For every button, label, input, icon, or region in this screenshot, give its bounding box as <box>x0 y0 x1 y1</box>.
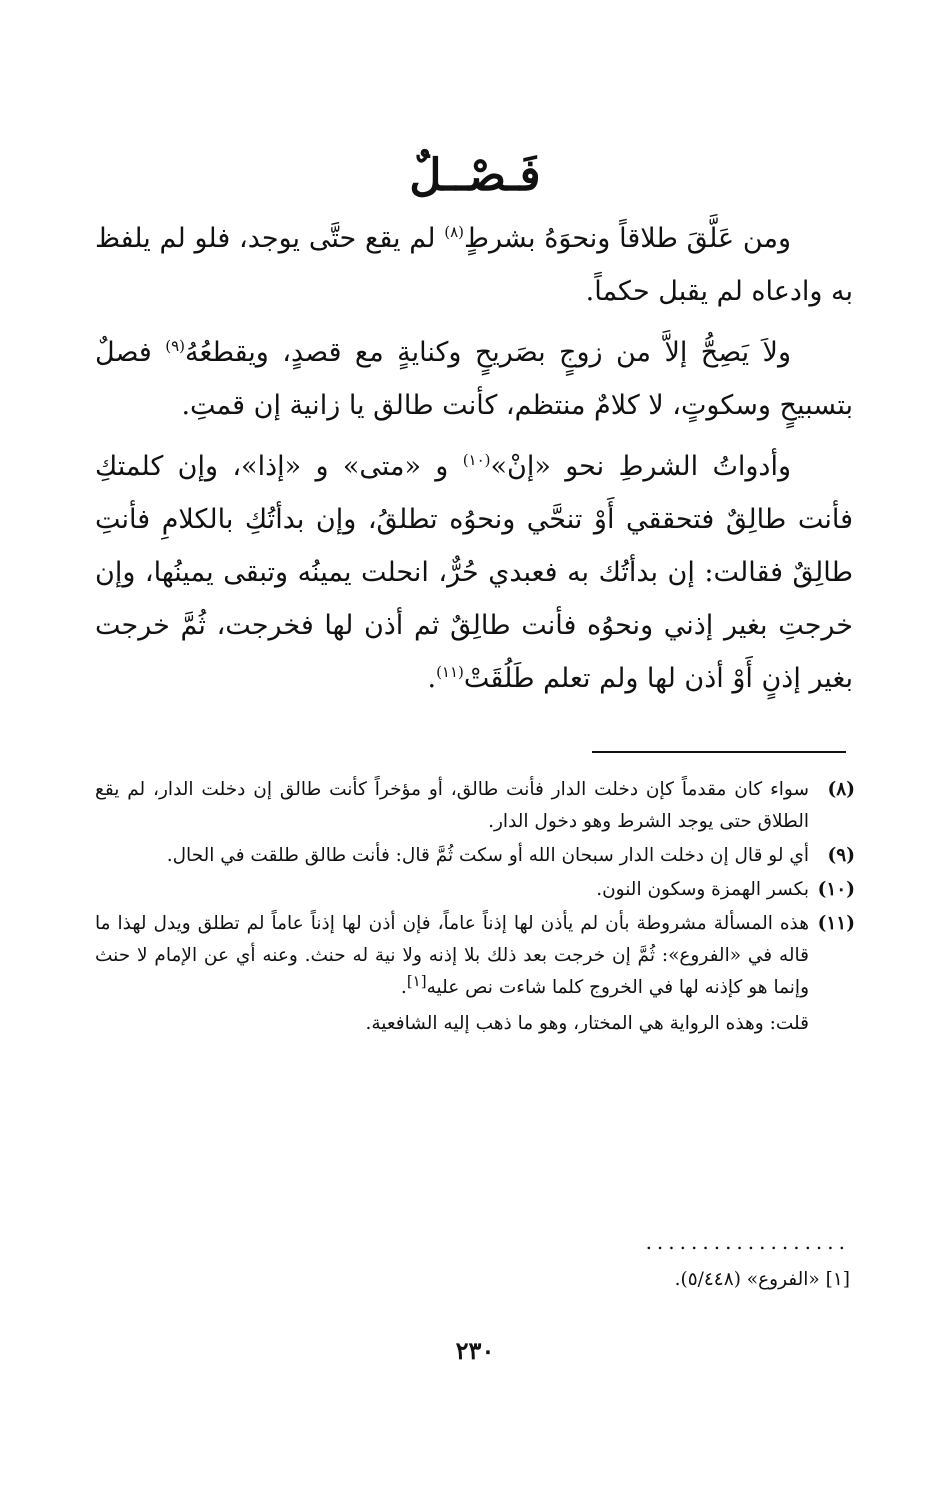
footnote-text: بكسر الهمزة وسكون النون. <box>596 879 809 900</box>
footnotes <box>95 774 855 1042</box>
footnote-number: (٩) <box>827 845 855 866</box>
footnote-number: (١٠) <box>817 879 855 900</box>
footnote-text: سواء كان مقدماً كإن دخلت الدار فأنت طالق، أو مؤخراً كأنت طالق إن دخلت الدار، لم يقع الطلاق حتى يوجد الشرط وهو دخول الدار. <box>95 779 809 832</box>
paragraph-text: ولاَ يَصِحُّ إلاَّ من زوجٍ بصَريحٍ وكنايةٍ مع قصدٍ، ويقطعُهُ <box>184 337 791 368</box>
footnote-ref-8[interactable]: (٨) <box>444 223 465 241</box>
endnote-ref-1[interactable]: [١] <box>406 971 427 990</box>
paragraph-text: و «متى» و «إذا»، وإن كلمتكِ فأنت طالِقٌ فتحققي أَوْ تنحَّي ونحوُه تطلقُ، وإن بدأتُكِ بالكلامِ فأنتِ طالِقٌ فقالت: إن بدأتُك به فعبدي حُرٌّ، انحلت يمينُه وتبقى يمينُها، وإن خرجتِ بغير إذني ونحوُه فأنت طالِقٌ ثم أذن لها فخرجت، ثُمَّ خرجت بغير إذنٍ أَوْ أذن لها ولم تعلم طَلُقَتْ <box>95 451 853 694</box>
paragraph-1 <box>95 212 853 318</box>
page-number: ٢٣٠ <box>455 1336 495 1365</box>
paragraph-text: وأدواتُ الشرطِ نحو «إنْ» <box>490 451 791 482</box>
footnote-ref-11[interactable]: (١١) <box>436 663 464 681</box>
paragraph-2 <box>95 326 853 432</box>
footnote-item <box>95 774 855 838</box>
footnote-item <box>95 874 855 906</box>
paragraph-text: فصلٌ بتسبيحٍ وسكوتٍ، لا كلامٌ منتظم، كأنت طالق يا زانية إن قمتِ. <box>95 337 853 421</box>
footnote-text: هذه المسألة مشروطة بأن لم يأذن لها إذناً عاماً، فإن أذن لها إذناً عاماً لم تطلق ويدل لهذا ما قاله في «الفروع»: ثُمَّ إن خرجت بعد ذلك بلا إذنه ولا نية له حنث. وعنه أي عن الإمام لا حنث وإنما هو كإذنه لها في الخروج كلما شاءت نص عليه <box>95 913 809 998</box>
footnote-text: . <box>400 977 407 998</box>
footnote-number: (١١) <box>817 913 855 934</box>
paragraph-3 <box>95 440 853 705</box>
footnote-text: أي لو قال إن دخلت الدار سبحان الله أو سكت ثُمَّ قال: فأنت طالق طلقت في الحال. <box>166 845 809 866</box>
footnote-item <box>95 840 855 872</box>
main-text <box>95 212 853 713</box>
paragraph-text: ومن عَلَّقَ طلاقاً ونحوَهُ بشرطٍ <box>464 223 791 254</box>
section-heading: فَـصْــلٌ <box>409 150 541 201</box>
endnote: [١] «الفروع» (٥/٤٤٨). <box>674 1269 850 1290</box>
footnote-number: (٨) <box>827 779 855 800</box>
paragraph-text: لم يقع حتَّى يوجد، فلو لم يلفظ به وادعاه لم يقبل حكماً. <box>95 223 853 307</box>
footnote-ref-10[interactable]: (١٠) <box>462 451 491 469</box>
dotted-separator: .................. <box>645 1230 850 1254</box>
commentary-line: قلت: وهذه الرواية هي المختار، وهو ما ذهب إليه الشافعية. <box>365 1013 809 1034</box>
footnote-separator <box>592 751 846 753</box>
footnote-item <box>95 908 855 1040</box>
paragraph-text: . <box>427 663 437 694</box>
footnote-ref-9[interactable]: (٩) <box>165 337 185 355</box>
